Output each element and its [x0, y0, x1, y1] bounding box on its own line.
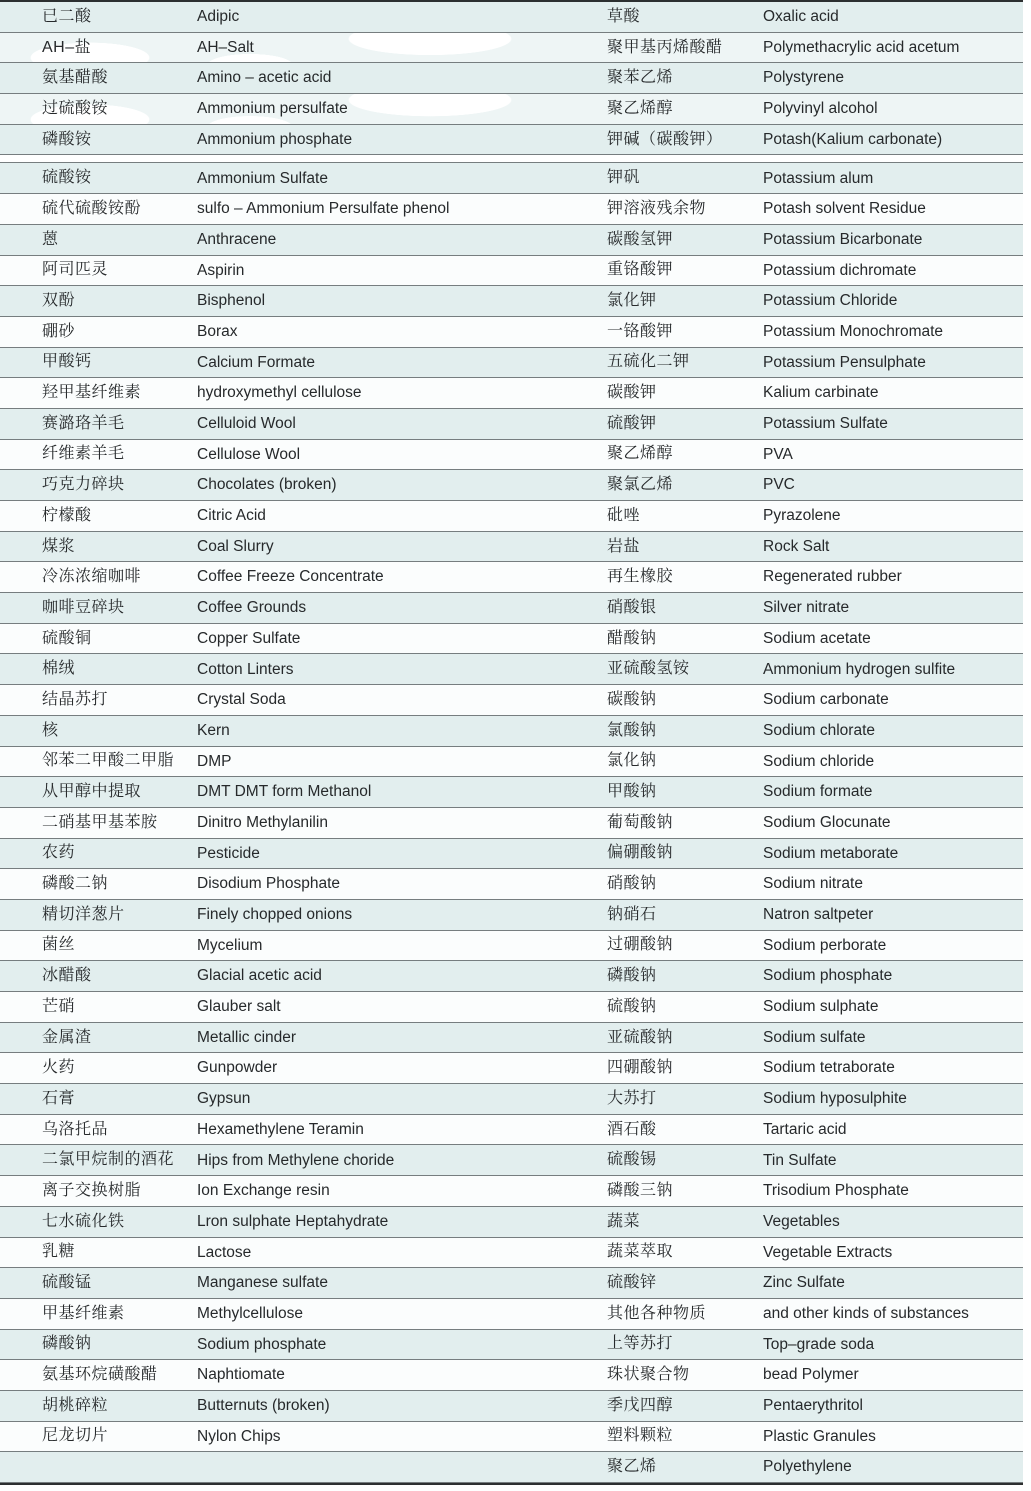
table-section-2: [0, 163, 1023, 1485]
cell-english-left: Naphtiomate: [197, 1366, 285, 1384]
cell-english-right: Sodium nitrate: [763, 875, 863, 893]
cell-english-right: Potash(Kalium carbonate): [763, 130, 943, 148]
cell-english-right: Silver nitrate: [763, 599, 850, 617]
cell-english-right: Natron saltpeter: [763, 906, 874, 924]
cell-english-left: Lron sulphate Heptahydrate: [197, 1212, 389, 1230]
cell-chinese-left: 双酚: [42, 292, 76, 310]
cell-chinese-left: 过硫酸铵: [42, 99, 109, 117]
cell-chinese-left: 结晶苏打: [42, 690, 109, 708]
cell-english-left: Borax: [197, 322, 238, 340]
cell-chinese-right: 碳酸钠: [607, 690, 657, 708]
table-row: [0, 1115, 1023, 1146]
cell-english-right: Potassium Chloride: [763, 292, 898, 310]
table-row: [0, 532, 1023, 563]
cell-english-right: Zinc Sulfate: [763, 1274, 845, 1292]
cell-chinese-right: 聚乙烯: [607, 1458, 657, 1476]
cell-chinese-right: 塑料颗粒: [607, 1427, 674, 1445]
cell-chinese-left: 乌洛托品: [42, 1120, 109, 1138]
cell-english-right: Potassium dichromate: [763, 261, 917, 279]
cell-english-right: Polystyrene: [763, 69, 844, 87]
table-row: [0, 348, 1023, 379]
cell-english-right: Potassium alum: [763, 169, 874, 187]
cell-chinese-left: 核: [42, 721, 59, 739]
table-row: [0, 562, 1023, 593]
cell-chinese-right: 甲酸钠: [607, 783, 657, 801]
cell-chinese-right: 再生橡胶: [607, 568, 674, 586]
table-row: [0, 163, 1023, 194]
cell-chinese-left: 火药: [42, 1059, 76, 1077]
cell-english-right: Sodium sulphate: [763, 998, 879, 1016]
table-row: [0, 624, 1023, 655]
table-row: [0, 1207, 1023, 1238]
cell-english-right: Trisodium Phosphate: [763, 1182, 909, 1200]
table-row: [0, 992, 1023, 1023]
cell-english-right: Sodium phosphate: [763, 967, 893, 985]
cell-chinese-right: 聚乙烯醇: [607, 99, 674, 117]
table-row: [0, 716, 1023, 747]
cell-chinese-right: 聚氯乙烯: [607, 476, 674, 494]
cell-chinese-right: 酒石酸: [607, 1120, 657, 1138]
cell-chinese-right: 碳酸氢钾: [607, 230, 674, 248]
table-row: [0, 808, 1023, 839]
table-row: [0, 440, 1023, 471]
cell-chinese-left: 赛潞珞羊毛: [42, 414, 125, 432]
cell-chinese-right: 硫酸锡: [607, 1151, 657, 1169]
cell-english-left: Ammonium Sulfate: [197, 169, 328, 187]
table-row: [0, 931, 1023, 962]
table-row: [0, 961, 1023, 992]
cell-chinese-right: 四硼酸钠: [607, 1059, 674, 1077]
cell-english-left: Mycelium: [197, 936, 263, 954]
cell-english-left: Sodium phosphate: [197, 1335, 327, 1353]
cell-chinese-right: 聚甲基丙烯酸醋: [607, 38, 723, 56]
cell-english-left: Hips from Methylene choride: [197, 1151, 395, 1169]
cell-english-left: AH–Salt: [197, 38, 254, 56]
cell-english-right: PVA: [763, 445, 793, 463]
cell-chinese-left: 磷酸二钠: [42, 875, 109, 893]
cell-english-left: Coal Slurry: [197, 537, 274, 555]
cell-chinese-left: 氨基环烷磺酸醋: [42, 1366, 158, 1384]
cell-chinese-right: 聚苯乙烯: [607, 69, 674, 87]
cell-english-left: Finely chopped onions: [197, 906, 353, 924]
cell-english-right: Sodium perborate: [763, 936, 887, 954]
table-row: [0, 2, 1023, 33]
cell-chinese-right: 氯化钾: [607, 292, 657, 310]
cell-english-right: Plastic Granules: [763, 1427, 876, 1445]
cell-chinese-right: 草酸: [607, 7, 641, 25]
cell-english-left: Pesticide: [197, 844, 260, 862]
cell-chinese-right: 亚硫酸钠: [607, 1028, 674, 1046]
cell-english-right: Tin Sulfate: [763, 1151, 837, 1169]
cell-chinese-right: 氯酸钠: [607, 721, 657, 739]
table-row: [0, 63, 1023, 94]
cell-chinese-right: 钾碱（碳酸钾）: [607, 130, 723, 148]
table-row: [0, 1023, 1023, 1054]
cell-english-right: Sodium carbonate: [763, 691, 889, 709]
cell-english-left: Gypsun: [197, 1090, 251, 1108]
cell-chinese-left: 柠檬酸: [42, 506, 92, 524]
cell-chinese-right: 上等苏打: [607, 1335, 674, 1353]
cell-chinese-left: 精切洋葱片: [42, 905, 125, 923]
cell-english-right: Ammonium hydrogen sulfite: [763, 660, 956, 678]
cell-chinese-left: 氨基醋酸: [42, 69, 109, 87]
cell-chinese-left: 冰醋酸: [42, 967, 92, 985]
table-row: [0, 1176, 1023, 1207]
cell-english-right: Oxalic acid: [763, 8, 839, 26]
cell-english-left: Glacial acetic acid: [197, 967, 322, 985]
cell-english-right: Potassium Sulfate: [763, 415, 888, 433]
table-row: [0, 33, 1023, 64]
cell-english-right: Sodium hyposulphite: [763, 1090, 907, 1108]
cell-chinese-right: 五硫化二钾: [607, 353, 690, 371]
table-row: [0, 869, 1023, 900]
cell-english-right: Potassium Pensulphate: [763, 353, 926, 371]
cell-chinese-right: 碳酸钾: [607, 384, 657, 402]
table-row: [0, 378, 1023, 409]
cell-chinese-left: 煤浆: [42, 537, 76, 555]
cell-chinese-left: 棉绒: [42, 660, 76, 678]
cell-english-right: Pentaerythritol: [763, 1397, 863, 1415]
cell-english-left: Coffee Freeze Concentrate: [197, 568, 384, 586]
cell-chinese-right: 醋酸钠: [607, 629, 657, 647]
cell-chinese-left: 二氯甲烷制的酒花: [42, 1151, 175, 1169]
cell-english-left: Chocolates (broken): [197, 476, 337, 494]
cell-english-left: Ammonium phosphate: [197, 130, 353, 148]
cell-english-left: Adipic: [197, 8, 240, 26]
cell-english-right: Sodium tetraborate: [763, 1059, 895, 1077]
cell-english-right: bead Polymer: [763, 1366, 859, 1384]
cell-chinese-right: 硝酸银: [607, 598, 657, 616]
cell-chinese-right: 氯化钠: [607, 752, 657, 770]
cell-chinese-left: 硫酸铵: [42, 169, 92, 187]
cell-chinese-left: 石膏: [42, 1089, 76, 1107]
table-row: [0, 286, 1023, 317]
cell-chinese-right: 钾矾: [607, 169, 641, 187]
cell-english-left: Manganese sulfate: [197, 1274, 328, 1292]
cell-chinese-left: 蒽: [42, 230, 59, 248]
cell-english-left: Metallic cinder: [197, 1028, 297, 1046]
cell-english-left: sulfo – Ammonium Persulfate phenol: [197, 200, 450, 218]
cell-english-left: DMT DMT form Methanol: [197, 783, 372, 801]
cell-chinese-right: 岩盐: [607, 537, 641, 555]
table-row: [0, 1299, 1023, 1330]
cell-english-left: Crystal Soda: [197, 691, 286, 709]
cell-chinese-right: 葡萄酸钠: [607, 813, 674, 831]
cell-chinese-left: 邻苯二甲酸二甲脂: [42, 752, 175, 770]
table-row: [0, 839, 1023, 870]
cell-english-left: Anthracene: [197, 230, 277, 248]
cell-chinese-left: 巧克力碎块: [42, 476, 125, 494]
cell-english-right: Polymethacrylic acid acetum: [763, 38, 960, 56]
table-row: [0, 94, 1023, 125]
cell-chinese-left: 冷冻浓缩咖啡: [42, 568, 142, 586]
cell-english-left: Coffee Grounds: [197, 599, 307, 617]
cell-chinese-right: 蔬菜: [607, 1212, 641, 1230]
cell-chinese-left: 离子交换树脂: [42, 1181, 142, 1199]
cell-english-right: Potassium Bicarbonate: [763, 230, 923, 248]
table-row: [0, 256, 1023, 287]
table-row: [0, 194, 1023, 225]
cell-english-left: Ammonium persulfate: [197, 100, 348, 118]
table-row: [0, 1330, 1023, 1361]
cell-chinese-left: 胡桃碎粒: [42, 1396, 109, 1414]
table-row: [0, 225, 1023, 256]
cell-english-right: and other kinds of substances: [763, 1304, 969, 1322]
cell-english-left: Butternuts (broken): [197, 1397, 330, 1415]
cell-english-right: Regenerated rubber: [763, 568, 902, 586]
cell-chinese-right: 偏硼酸钠: [607, 844, 674, 862]
section-divider: [0, 155, 1023, 163]
cell-english-left: Cotton Linters: [197, 660, 294, 678]
cell-english-right: Potassium Monochromate: [763, 322, 944, 340]
table-section-1: [0, 2, 1023, 155]
cell-chinese-left: 硫酸铜: [42, 629, 92, 647]
cell-english-right: Pyrazolene: [763, 507, 841, 525]
table-row: [0, 470, 1023, 501]
cell-chinese-right: 磷酸钠: [607, 967, 657, 985]
cell-english-left: Glauber salt: [197, 998, 281, 1016]
cell-english-right: Vegetable Extracts: [763, 1243, 893, 1261]
cell-chinese-right: 硫酸锌: [607, 1274, 657, 1292]
cell-english-right: Sodium metaborate: [763, 844, 899, 862]
cell-english-right: Tartaric acid: [763, 1120, 847, 1138]
cell-english-right: Rock Salt: [763, 537, 830, 555]
table-row: [0, 1452, 1023, 1483]
cell-chinese-right: 亚硫酸氢铵: [607, 660, 690, 678]
cell-english-left: Citric Acid: [197, 507, 266, 525]
cell-chinese-left: 咖啡豆碎块: [42, 598, 125, 616]
table-row: [0, 1422, 1023, 1453]
cell-english-left: Disodium Phosphate: [197, 875, 341, 893]
cell-chinese-left: 七水硫化铁: [42, 1212, 125, 1230]
cell-chinese-right: 其他各种物质: [607, 1304, 707, 1322]
cell-chinese-right: 一铬酸钾: [607, 322, 674, 340]
cell-english-right: Sodium acetate: [763, 629, 871, 647]
cell-english-right: Polyethylene: [763, 1458, 852, 1476]
table-row: [0, 1053, 1023, 1084]
cell-chinese-left: 硼砂: [42, 322, 76, 340]
cell-chinese-right: 磷酸三钠: [607, 1181, 674, 1199]
table-row: [0, 654, 1023, 685]
cell-english-left: Amino – acetic acid: [197, 69, 332, 87]
table-row: [0, 900, 1023, 931]
cell-chinese-left: 金属渣: [42, 1028, 92, 1046]
table-row: [0, 409, 1023, 440]
cell-english-left: Copper Sulfate: [197, 629, 301, 647]
cell-chinese-left: 纤维素羊毛: [42, 445, 125, 463]
cell-chinese-right: 聚乙烯醇: [607, 445, 674, 463]
cell-english-left: Methylcellulose: [197, 1304, 303, 1322]
cell-chinese-left: 磷酸铵: [42, 130, 92, 148]
cell-english-left: Dinitro Methylanilin: [197, 813, 328, 831]
cell-english-left: Kern: [197, 721, 230, 739]
cell-english-left: Nylon Chips: [197, 1427, 281, 1445]
table-row: [0, 501, 1023, 532]
cell-english-right: PVC: [763, 476, 795, 494]
cell-chinese-left: 从甲醇中提取: [42, 783, 142, 801]
table-row: [0, 685, 1023, 716]
cell-chinese-left: 乳糖: [42, 1243, 76, 1261]
table-row: [0, 1084, 1023, 1115]
cell-english-right: Top–grade soda: [763, 1335, 875, 1353]
cell-chinese-right: 季戊四醇: [607, 1396, 674, 1414]
cell-chinese-left: 硫代硫酸铵酚: [42, 199, 142, 217]
cell-chinese-right: 硝酸钠: [607, 875, 657, 893]
cell-english-right: Sodium sulfate: [763, 1028, 866, 1046]
cell-english-left: Celluloid Wool: [197, 415, 296, 433]
cell-chinese-left: 阿司匹灵: [42, 261, 109, 279]
cell-chinese-right: 钾溶液残余物: [607, 199, 707, 217]
cell-chinese-right: 砒唑: [607, 506, 641, 524]
cell-english-left: Cellulose Wool: [197, 445, 301, 463]
table-row: [0, 1145, 1023, 1176]
cell-chinese-right: 过硼酸钠: [607, 936, 674, 954]
cell-chinese-left: 农药: [42, 844, 76, 862]
cell-chinese-left: 二硝基甲基苯胺: [42, 813, 158, 831]
table-row: [0, 1391, 1023, 1422]
cell-english-left: Calcium Formate: [197, 353, 315, 371]
cell-chinese-left: 已二酸: [42, 7, 92, 25]
cell-english-left: DMP: [197, 752, 232, 770]
table-row: [0, 317, 1023, 348]
cell-english-right: Polyvinyl alcohol: [763, 100, 878, 118]
cell-chinese-left: 菌丝: [42, 936, 76, 954]
cell-chinese-left: 芒硝: [42, 997, 76, 1015]
cell-chinese-left: 磷酸钠: [42, 1335, 92, 1353]
cell-chinese-left: 羟甲基纤维素: [42, 384, 142, 402]
cell-english-left: Bisphenol: [197, 292, 266, 310]
cell-chinese-left: 甲酸钙: [42, 353, 92, 371]
cell-english-right: Kalium carbinate: [763, 384, 879, 402]
table-row: [0, 1268, 1023, 1299]
cell-chinese-left: AH–盐: [42, 38, 92, 56]
cell-english-right: Sodium chlorate: [763, 721, 876, 739]
table-row: [0, 1238, 1023, 1269]
table-row: [0, 777, 1023, 808]
cell-chinese-left: 甲基纤维素: [42, 1304, 125, 1322]
cell-chinese-right: 重铬酸钾: [607, 261, 674, 279]
cell-chinese-left: 硫酸锰: [42, 1274, 92, 1292]
cell-english-right: Sodium Glocunate: [763, 813, 891, 831]
cell-english-left: Lactose: [197, 1243, 252, 1261]
cell-chinese-right: 大苏打: [607, 1089, 657, 1107]
table-row: [0, 125, 1023, 156]
cell-english-right: Sodium formate: [763, 783, 873, 801]
cell-english-right: Vegetables: [763, 1212, 840, 1230]
cell-chinese-left: 尼龙切片: [42, 1427, 109, 1445]
cell-english-right: Potash solvent Residue: [763, 200, 926, 218]
table-row: [0, 593, 1023, 624]
cell-chinese-right: 硫酸钠: [607, 997, 657, 1015]
cell-english-left: Hexamethylene Teramin: [197, 1120, 364, 1138]
cell-chinese-right: 钠硝石: [607, 905, 657, 923]
cell-english-left: Gunpowder: [197, 1059, 278, 1077]
cell-chinese-right: 珠状聚合物: [607, 1366, 690, 1384]
table-row: [0, 1360, 1023, 1391]
cell-english-right: Sodium chloride: [763, 752, 875, 770]
cell-chinese-right: 硫酸钾: [607, 414, 657, 432]
cell-english-left: Aspirin: [197, 261, 245, 279]
table-row: [0, 747, 1023, 778]
cell-english-left: hydroxymethyl cellulose: [197, 384, 362, 402]
cell-english-left: Ion Exchange resin: [197, 1182, 330, 1200]
cell-chinese-right: 蔬菜萃取: [607, 1243, 674, 1261]
